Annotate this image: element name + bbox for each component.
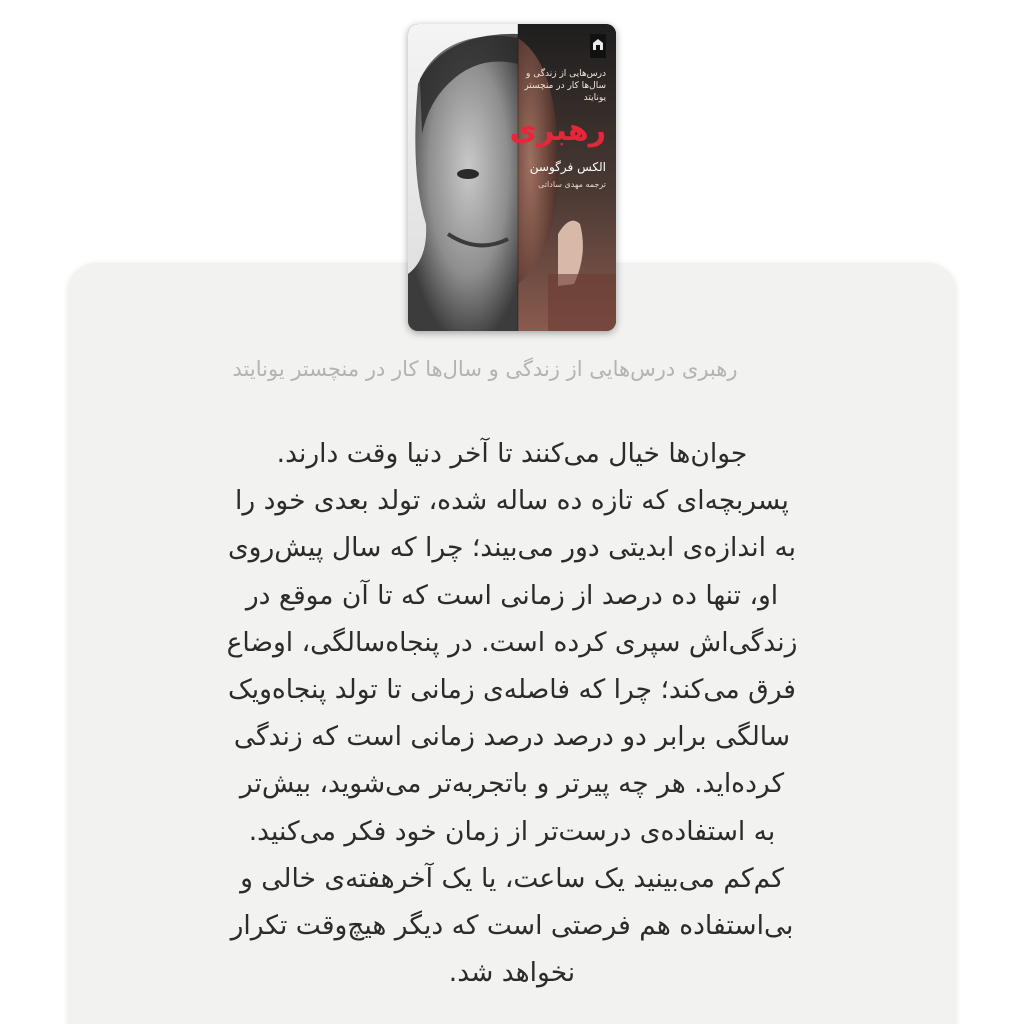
quote-line: زندگی‌اش سپری کرده است. در پنجاه‌سالگی، اوضاع bbox=[226, 626, 798, 658]
quote-line: کرده‌اید. هر چه پیرتر و باتجربه‌تر می‌شوید، بیش‌تر bbox=[239, 768, 785, 800]
quote-line: سالگی برابر دو درصد درصد زمانی است که زندگی bbox=[233, 721, 791, 753]
quote-text bbox=[150, 430, 874, 996]
quote-line: بی‌استفاده هم فرصتی است که دیگر هیچ‌وقت تکرار bbox=[230, 910, 794, 942]
cover-subtitle: درس‌هایی از زندگی و سال‌ها کار در منچستر یونایتد bbox=[524, 69, 606, 103]
quote-line: پسربچه‌ای که تازه ده ساله شده، تولد بعدی خود را bbox=[235, 485, 789, 517]
quote-line: او، تنها ده درصد از زمانی است که تا آن موقع در bbox=[245, 579, 779, 611]
quote-line: به اندازه‌ی ابدیتی دور می‌بیند؛ چرا که سال پیش‌روی bbox=[227, 532, 797, 564]
quote-line: به استفاده‌ی درست‌تر از زمان خود فکر می‌کنید. bbox=[248, 815, 776, 847]
cover-author: الکس فرگوسن bbox=[529, 160, 606, 174]
publisher-logo-icon bbox=[590, 34, 606, 58]
quote-line: فرق می‌کند؛ چرا که فاصله‌ی زمانی تا تولد پنجاه‌ویک bbox=[228, 674, 796, 706]
quote-line: کم‌کم می‌بینید یک ساعت، یا یک آخرهفته‌ی خالی و bbox=[240, 862, 784, 894]
cover-title: رهبری bbox=[509, 113, 606, 148]
quote-line: جوان‌ها خیال می‌کنند تا آخر دنیا وقت دارند. bbox=[276, 438, 748, 469]
book-cover[interactable] bbox=[408, 24, 616, 331]
book-title: رهبری درس‌هایی از زندگی و سال‌ها کار در منچستر یونایتد bbox=[232, 357, 738, 381]
quote-line: نخواهد شد. bbox=[448, 957, 576, 989]
cover-translator: ترجمه مهدی ساداتی bbox=[538, 180, 606, 189]
